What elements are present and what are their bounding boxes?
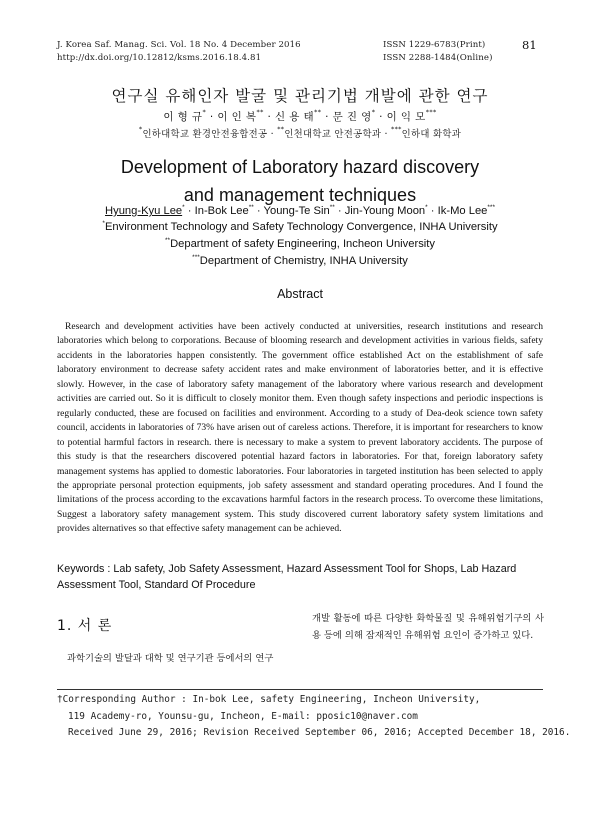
body-text-right: 개발 활동에 따른 다양한 화학물질 및 유해위험기구의 사용 등에 의해 잠재적인 유해위험 요인이 증가하고 있다. bbox=[312, 613, 544, 641]
author-4-en: Jin-Young Moon* bbox=[344, 204, 428, 217]
abstract-body: Research and development activities have been actively conducted at universities, research institutions and research laboratories which belong to corporations. Because of blooming research and development activities in various fields, safety accidents in the laboratories happen consistently. The government office established Act on the establishment of safe laboratory environment to decrease safety accident rates and make environment of laboratories better, and it is effective slowly. However, in the case of laboratory safety management of the laboratory where various research and development activities are carried out. So it is difficult to closely monitor them. Even though safety inspections and periodic inspections is regularly conducted, these are focused on facilities and environment. According to a study of Dea-deok science town safety council, accidents in laboratories of 73% have arisen out of careless actions. Therefore, it is important for researchers to know to potential harmful factors in research. there is necessary to make a system to prevent laboratory accidents. The purpose of this study is that the researchers discovered potential hazard factors in laboratories. For that, foreign laboratory safety management systems has applied to domestic laboratories. Four laboratories in targeted institution has been selected to apply the appropriate personal protection equipments, job safety assessment and standard operating procedures. And I found the limitations of the process according to the excavations harmful factors in the research process. To overcome these limitations, Suggest a laboratory safety management system. This study discovered current laboratory safety system limitations and provides alternatives so that effective safety management can be achieved. bbox=[57, 321, 543, 535]
section-heading: 1. 서 론 bbox=[57, 618, 113, 634]
author-3: 신 용 태** bbox=[274, 108, 322, 123]
journal-citation: J. Korea Saf. Manag. Sci. Vol. 18 No. 4 December 2016 bbox=[57, 40, 301, 50]
author-4: 문 진 영* bbox=[332, 108, 376, 123]
author-2: 이 인 복** bbox=[217, 108, 264, 123]
issn-print: ISSN 1229-6783(Print) bbox=[383, 40, 486, 50]
running-header-left bbox=[57, 39, 301, 64]
author-1-en: Hyung-Kyu Lee bbox=[105, 205, 183, 217]
footnote bbox=[57, 692, 571, 742]
keywords-label: Keywords bbox=[57, 563, 105, 575]
english-authors: Hyung-Kyu Lee* · In-Bok Lee** · Young-Te Sin** · Jin-Young Moon* · Ik-Mo Lee*** bbox=[105, 204, 495, 217]
body-text-left: 과학기술의 발달과 대학 및 연구기관 등에서의 연구 bbox=[67, 653, 274, 664]
page-number: 81 bbox=[522, 38, 537, 52]
korean-authors: 이 형 규* · 이 인 복** · 신 용 태** · 문 진 영* · 이 익 모*** bbox=[163, 108, 437, 123]
affiliation-3: ***인하대 화학과 bbox=[391, 125, 462, 140]
footnote-corresponding: †Corresponding Author : In-bok Lee, safety Engineering, Incheon University, bbox=[57, 694, 481, 705]
footnote-dates: Received June 29, 2016; Revision Received September 06, 2016; Accepted December 18, 2016. bbox=[68, 727, 571, 738]
doi-link[interactable]: http://dx.doi.org/10.12812/ksms.2016.18.4.81 bbox=[57, 52, 262, 63]
author-5-en: Ik-Mo Lee*** bbox=[437, 204, 495, 217]
author-3-en: Young-Te Sin** bbox=[263, 204, 335, 217]
english-title bbox=[0, 153, 600, 209]
english-title-line1: Development of Laboratory hazard discovery bbox=[120, 157, 480, 177]
keywords-list: : Lab safety, Job Safety Assessment, Hazard Assessment Tool for Shops, Lab Hazard Assessment Tool, Standard Of Procedure bbox=[57, 563, 517, 591]
author-2-en: In-Bok Lee** bbox=[194, 204, 254, 217]
footnote-address: 119 Academy-ro, Younsu-gu, Incheon, E-mail: pposic10@naver.com bbox=[68, 710, 418, 722]
abstract-heading: Abstract bbox=[277, 287, 323, 301]
footnote-divider bbox=[57, 689, 543, 690]
issn-online: ISSN 2288-1484(Online) bbox=[383, 52, 493, 63]
running-header-right bbox=[383, 39, 493, 64]
korean-affiliations: *인하대학교 환경안전융합전공 · **인천대학교 안전공학과 · ***인하대 화학과 bbox=[138, 125, 462, 140]
author-1: 이 형 규* bbox=[163, 108, 207, 123]
keywords bbox=[57, 562, 543, 593]
affiliation-2: **인천대학교 안전공학과 bbox=[277, 125, 382, 140]
korean-title: 연구실 유해인자 발굴 및 관리기법 개발에 관한 연구 bbox=[111, 87, 489, 105]
author-5: 이 익 모*** bbox=[386, 108, 437, 123]
english-affiliation-3: ***Department of Chemistry, INHA University bbox=[192, 254, 408, 267]
english-title-line2: and management techniques bbox=[183, 185, 417, 205]
affiliation-1: *인하대학교 환경안전융합전공 bbox=[138, 125, 268, 140]
english-affiliation-2: **Department of safety Engineering, Incheon University bbox=[165, 237, 435, 250]
english-affiliation-1: *Environment Technology and Safety Technology Convergence, INHA University bbox=[102, 220, 498, 233]
